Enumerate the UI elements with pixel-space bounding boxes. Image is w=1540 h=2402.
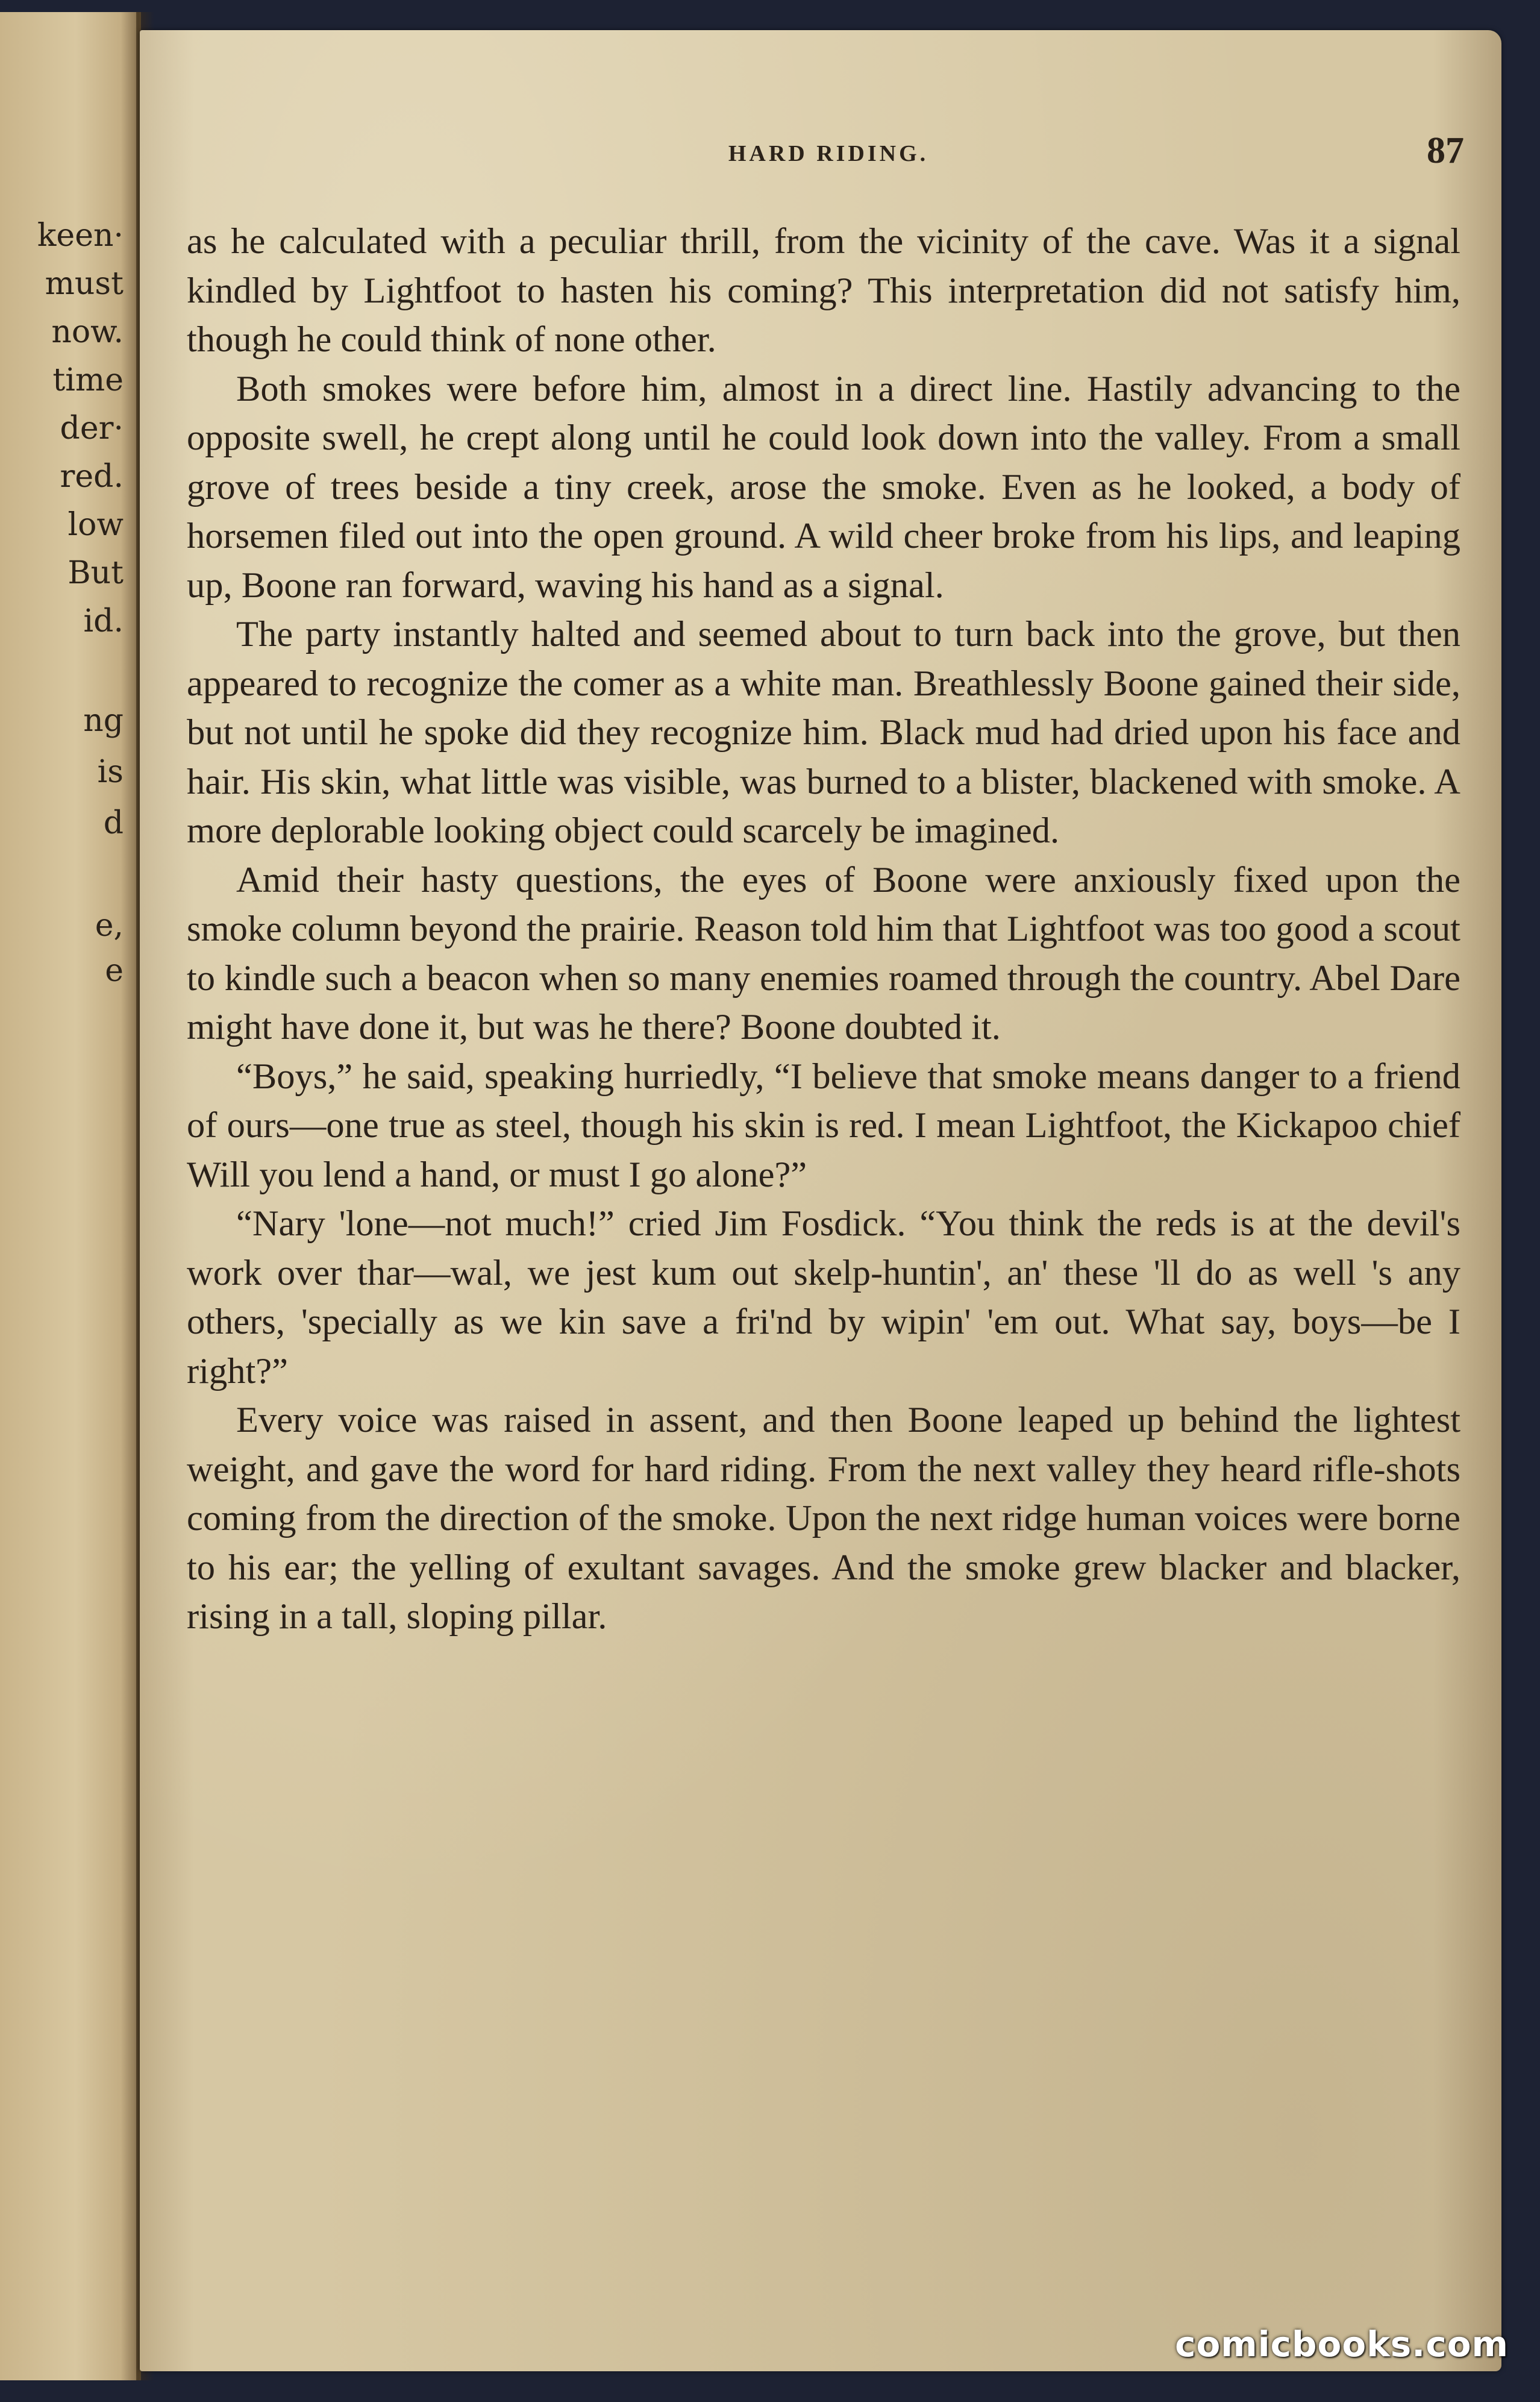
paragraph: The party instantly halted and seemed about to turn back into the grove, but then appeared to recognize the comer as a white man. Breathlessly Boone gained their side, but not until he spoke did they recognize him. Black mud had dried upon his face and hair. His skin, what little was visible, was burned to a blister, blackened with smoke. A more deplorable looking object could scarcely be imagined.	[187, 614, 1460, 851]
left-page-edge	[0, 12, 141, 2380]
left-page-fragment: must	[45, 266, 124, 302]
left-page-fragment: e,	[95, 908, 124, 944]
paragraph: Every voice was raised in assent, and then Boone leaped up behind the lightest weight, and gave the word for hard riding. From the next valley they heard rifle-shots coming from the direction of the smoke. Upon the next ridge human voices were borne to his ear; the yelling of exultant savages. And the smoke grew blacker and blacker, rising in a tall, sloping pillar.	[187, 1400, 1460, 1637]
paragraph: “Boys,” he said, speaking hurriedly, “I believe that smoke means danger to a friend of ours—one true as steel, though his skin is red. I mean Lightfoot, the Kickapoo chief Will you lend a hand, or must I go alone?”	[187, 1056, 1460, 1195]
left-page-fragment: d	[103, 805, 124, 841]
left-page-fragment: now.	[51, 314, 124, 350]
paragraph: Amid their hasty questions, the eyes of Boone were anxiously fixed upon the smoke column beyond the prairie. Reason told him that Lightfoot was too good a scout to kindle such a beacon when so many enemies roamed through the country. Abel Dare might have done it, but was he there? Boone doubted it.	[187, 859, 1460, 1047]
paragraph: “Nary 'lone—not much!” cried Jim Fosdick. “You think the reds is at the devil's work over thar—wal, we jest kum out skelp-huntin', an' these 'll do as well 's any others, 'specially as we kin save a fri'nd by wipin' 'em out. What say, boys—be I right?”	[187, 1203, 1460, 1391]
page-number: 87	[1427, 130, 1464, 171]
left-page-fragment: e	[105, 953, 124, 989]
paragraph: Both smokes were before him, almost in a direct line. Hastily advancing to the opposite swell, he crept along until he could look down into the valley. From a small grove of trees beside a tiny creek, arose the smoke. Even as he looked, a body of horsemen filed out into the open ground. A wild cheer broke from his lips, and leaping up, Boone ran forward, waving his hand as a signal.	[187, 368, 1460, 606]
left-page-fragment: id.	[83, 603, 124, 639]
watermark: comicbooks.com	[1175, 2324, 1509, 2365]
left-page-fragment: time	[52, 362, 124, 398]
running-head: HARD RIDING.	[728, 141, 929, 166]
left-page-fragment: red.	[60, 459, 124, 495]
left-page-fragment: keen·	[37, 218, 124, 254]
left-page-fragment: der·	[60, 410, 124, 447]
body-text	[187, 217, 1460, 1642]
left-page-fragment: But	[67, 555, 124, 591]
left-page-fragment: ng	[83, 703, 124, 739]
left-page-fragment: low	[67, 507, 124, 543]
left-page-fragment: is	[97, 754, 124, 790]
book-page	[140, 30, 1501, 2371]
paragraph: as he calculated with a peculiar thrill, from the vicinity of the cave. Was it a signal kindled by Lightfoot to hasten his coming? This interpretation did not satisfy him, though he could think of none other.	[187, 221, 1460, 360]
page-header	[193, 130, 1464, 178]
